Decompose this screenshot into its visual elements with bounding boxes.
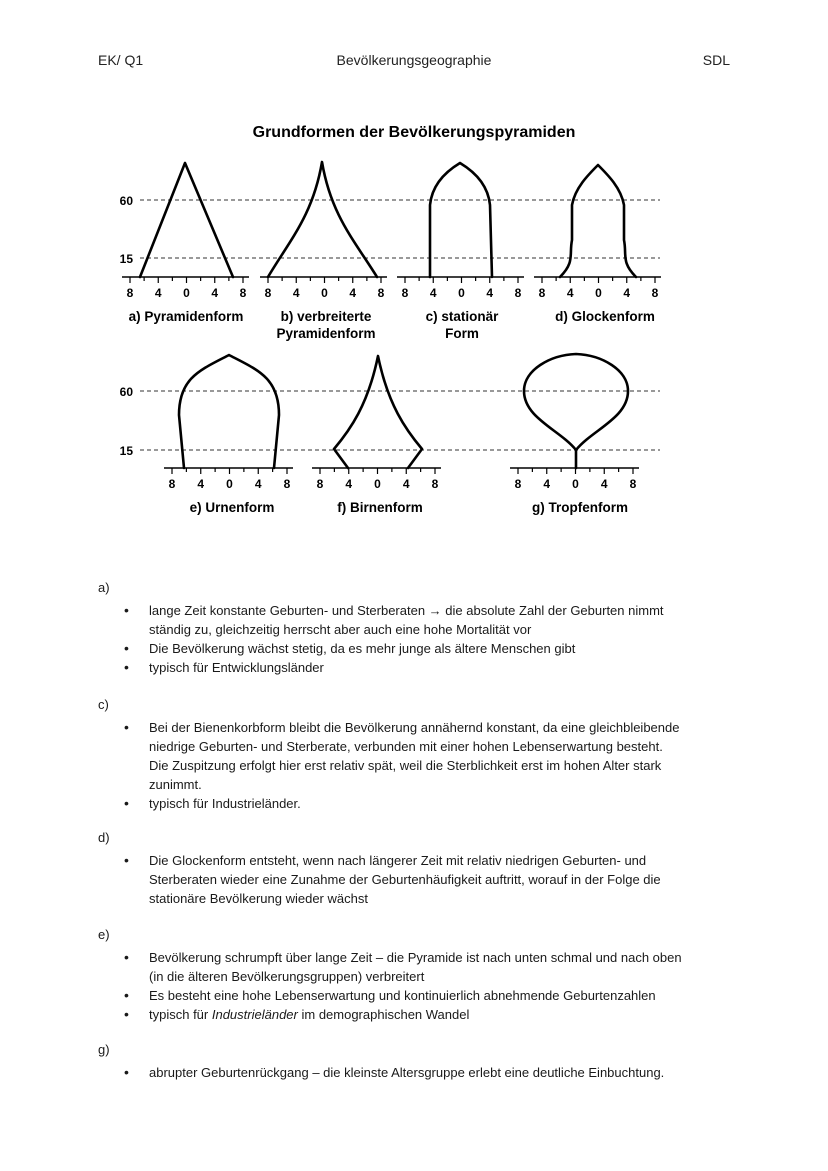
axis-tick-label: 4 bbox=[600, 477, 608, 491]
list-item: • typisch für Industrieländer. bbox=[98, 794, 738, 813]
figure-title: Grundformen der Bevölkerungspyramiden bbox=[252, 124, 576, 141]
section-d bbox=[98, 828, 738, 908]
header-topic: Bevölkerungsgeographie bbox=[336, 52, 492, 68]
axis-tick-label: 8 bbox=[168, 477, 176, 491]
axis-tick-label: 4 bbox=[211, 286, 219, 300]
axis-tick-label: 8 bbox=[239, 286, 247, 300]
axis-tick-label: 0 bbox=[226, 477, 233, 491]
caption-b-line1: b) verbreiterte bbox=[280, 309, 372, 324]
bullet-list bbox=[98, 948, 738, 1024]
section-e bbox=[98, 925, 738, 1024]
list-item: • abrupter Geburtenrückgang – die kleinste Altersgruppe erlebt eine deutliche Einbuchtung. bbox=[98, 1063, 738, 1082]
axis-tick-label: 8 bbox=[401, 286, 409, 300]
section-label: a) bbox=[98, 580, 110, 595]
axis-g bbox=[510, 468, 639, 491]
caption-c-line2: Form bbox=[445, 326, 479, 341]
header-author: SDL bbox=[702, 52, 730, 68]
header-course: EK/ Q1 bbox=[98, 52, 144, 68]
axis-tick-label: 4 bbox=[623, 286, 631, 300]
axis-f bbox=[312, 468, 441, 491]
axis-tick-label: 8 bbox=[316, 477, 324, 491]
axis-tick-label: 4 bbox=[154, 286, 162, 300]
axis-tick-label: 4 bbox=[197, 477, 205, 491]
caption-f: f) Birnenform bbox=[337, 500, 423, 515]
axis-tick-label: 8 bbox=[538, 286, 546, 300]
axis-tick-label: 8 bbox=[514, 477, 522, 491]
pyramid-figure bbox=[0, 0, 828, 530]
section-label: e) bbox=[98, 927, 110, 942]
axis-tick-label: 4 bbox=[345, 477, 353, 491]
axis-tick-label: 4 bbox=[349, 286, 357, 300]
caption-b-line2: Pyramidenform bbox=[276, 326, 376, 341]
axis-tick-label: 8 bbox=[126, 286, 134, 300]
axis-tick-label: 4 bbox=[292, 286, 300, 300]
axis-tick-label: 8 bbox=[431, 477, 439, 491]
axis-tick-label: 8 bbox=[283, 477, 291, 491]
axis-a bbox=[122, 277, 249, 300]
list-item: • Die Glockenform entsteht, wenn nach längerer Zeit mit relativ niedrigen Geburten- und Sterberaten wieder eine Zunahme der Geburtenhäufigkeit auftritt, worauf in der Folge die stationäre Bevölkerung wieder wächst bbox=[98, 851, 738, 908]
axis-tick-label: 8 bbox=[651, 286, 659, 300]
caption-e: e) Urnenform bbox=[189, 500, 275, 515]
row1-label-60: 60 bbox=[119, 194, 133, 208]
section-a bbox=[98, 578, 738, 677]
axis-d bbox=[534, 277, 661, 300]
section-label: c) bbox=[98, 697, 109, 712]
axis-tick-label: 4 bbox=[543, 477, 551, 491]
row2-label-15: 15 bbox=[119, 444, 133, 458]
caption-d: d) Glockenform bbox=[555, 309, 655, 324]
pyramid-c-shape bbox=[430, 163, 492, 277]
list-item: • Bei der Bienenkorbform bleibt die Bevölkerung annähernd konstant, da eine gleichbleibende niedrige Geburten- und Sterberate, verbunden mit einer hohen Lebenserwartung besteht. Die Zuspitzung erfolgt hier erst relativ spät, weil die Sterblichkeit erst im hohen Alter stark zunimmt. bbox=[98, 718, 738, 794]
axis-tick-label: 0 bbox=[374, 477, 381, 491]
axis-tick-label: 8 bbox=[264, 286, 272, 300]
list-item: • Die Bevölkerung wächst stetig, da es mehr junge als ältere Menschen gibt bbox=[98, 639, 738, 658]
row1-label-15: 15 bbox=[119, 252, 133, 266]
caption-a: a) Pyramidenform bbox=[128, 309, 244, 324]
axis-tick-label: 8 bbox=[514, 286, 522, 300]
axis-tick-label: 0 bbox=[458, 286, 465, 300]
pyramid-g-shape bbox=[524, 354, 628, 468]
bullet-list bbox=[98, 718, 738, 813]
axis-tick-label: 4 bbox=[402, 477, 410, 491]
list-item: • Bevölkerung schrumpft über lange Zeit – die Pyramide ist nach unten schmal und nach oben (in die älteren Bevölkerungsgruppen) verbreitert bbox=[98, 948, 738, 986]
bullet-list bbox=[98, 851, 738, 908]
list-item: • lange Zeit konstante Geburten- und Sterberaten → die absolute Zahl der Geburten nimmt ständig zu, gleichzeitig herrscht aber auch eine hohe Mortalität vor bbox=[98, 601, 738, 639]
bullet-list bbox=[98, 601, 738, 677]
axis-tick-label: 0 bbox=[572, 477, 579, 491]
axis-tick-label: 8 bbox=[377, 286, 385, 300]
axis-b bbox=[260, 277, 387, 300]
axis-tick-label: 0 bbox=[321, 286, 328, 300]
axis-tick-label: 4 bbox=[486, 286, 494, 300]
section-label: d) bbox=[98, 830, 110, 845]
section-label: g) bbox=[98, 1042, 110, 1057]
axis-tick-label: 4 bbox=[254, 477, 262, 491]
list-item: • typisch für Entwicklungsländer bbox=[98, 658, 738, 677]
axis-tick-label: 0 bbox=[183, 286, 190, 300]
pyramid-b-shape bbox=[268, 162, 377, 277]
pyramid-f-shape bbox=[334, 356, 422, 468]
axis-tick-label: 4 bbox=[566, 286, 574, 300]
section-g bbox=[98, 1040, 738, 1082]
axis-tick-label: 8 bbox=[629, 477, 637, 491]
caption-c-line1: c) stationär bbox=[425, 309, 499, 324]
row2-label-60: 60 bbox=[119, 385, 133, 399]
list-item: • Es besteht eine hohe Lebenserwartung und kontinuierlich abnehmende Geburtenzahlen bbox=[98, 986, 738, 1005]
pyramid-d-shape bbox=[560, 165, 636, 277]
bullet-list bbox=[98, 1063, 738, 1082]
section-c bbox=[98, 695, 738, 813]
axis-tick-label: 0 bbox=[595, 286, 602, 300]
axis-tick-label: 4 bbox=[429, 286, 437, 300]
axis-e bbox=[164, 468, 293, 491]
pyramid-a-shape bbox=[140, 163, 233, 277]
pyramid-e-shape bbox=[179, 355, 279, 468]
axis-c bbox=[397, 277, 524, 300]
caption-g: g) Tropfenform bbox=[532, 500, 628, 515]
list-item: • typisch für Industrieländer im demographischen Wandel bbox=[98, 1005, 738, 1024]
